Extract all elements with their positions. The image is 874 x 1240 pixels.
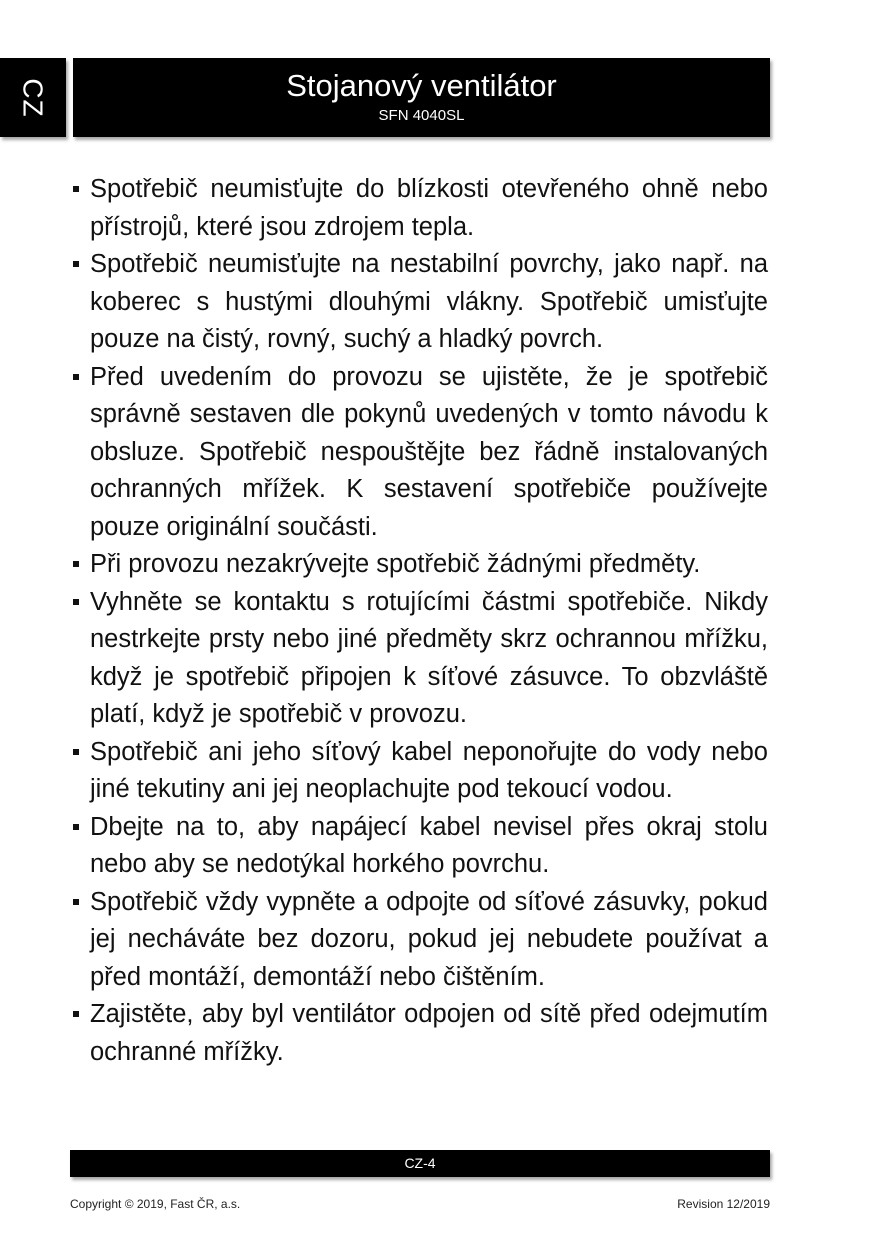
list-item: Spotřebič neumisťujte na nestabilní povrchy, jako např. na koberec s hustými dlouhými vlákny. Spotřebič umisťujte pouze na čistý, rovný, suchý a hladký povrch. [70, 246, 768, 359]
revision-text: Revision 12/2019 [677, 1197, 770, 1211]
title-bar [73, 58, 770, 137]
list-item: Před uvedením do provozu se ujistěte, že je spotřebič správně sestaven dle pokynů uvedených v tomto návodu k obsluze. Spotřebič nespouštějte bez řádně instalovaných ochranných mřížek. K sestavení spotřebiče používejte pouze originální součásti. [70, 359, 768, 547]
page-title: Stojanový ventilátor [286, 68, 557, 103]
list-item: Spotřebič ani jeho síťový kabel neponořujte do vody nebo jiné tekutiny ani jej neoplachujte pod tekoucí vodou. [70, 734, 768, 809]
language-code: CZ [17, 77, 49, 118]
list-item: Dbejte na to, aby napájecí kabel nevisel přes okraj stolu nebo aby se nedotýkal horkého povrchu. [70, 809, 768, 884]
list-item: Při provozu nezakrývejte spotřebič žádnými předměty. [70, 546, 768, 584]
model-number: SFN 4040SL [378, 107, 465, 124]
list-item: Vyhněte se kontaktu s rotujícími částmi spotřebiče. Nikdy nestrkejte prsty nebo jiné předměty skrz ochrannou mřížku, když je spotřebič připojen k síťové zásuvce. To obzvláště platí, když je spotřebič v provozu. [70, 584, 768, 734]
language-tab [0, 58, 66, 137]
list-item: Spotřebič vždy vypněte a odpojte od síťové zásuvky, pokud jej necháváte bez dozoru, pokud jej nebudete používat a před montáží, demontáží nebo čištěním. [70, 884, 768, 997]
copyright-text: Copyright © 2019, Fast ČR, a.s. [70, 1197, 241, 1211]
safety-instructions-list [70, 171, 768, 1071]
footer-bar [70, 1150, 770, 1177]
list-item: Spotřebič neumisťujte do blízkosti otevřeného ohně nebo přístrojů, které jsou zdrojem tepla. [70, 171, 768, 246]
list-item: Zajistěte, aby byl ventilátor odpojen od sítě před odejmutím ochranné mřížky. [70, 996, 768, 1071]
page-number: CZ-4 [404, 1155, 436, 1171]
